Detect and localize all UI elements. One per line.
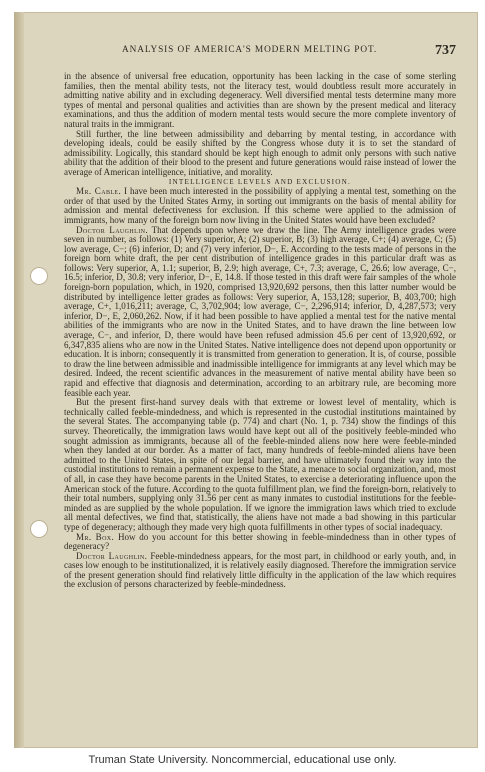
dialogue-text: Feeble-mindedness appears, for the most part, in childhood or early youth, and, in cases low enough to be institutionalized, it is relatively easily diagnosed. Therefore the immigration service of the present generation should find relatively little difficulty in the application of the law which requires the exclusion of persons characterized by feeble-mindedness. xyxy=(64,550,456,590)
punch-hole xyxy=(30,520,48,538)
dialogue-text: I have been much interested in the possibility of applying a mental test, something on the order of that used by the United States Army, in sorting out immigrants on the basis of mental ability for admission and mental defectiveness for exclusion. If this scheme were applied to the admission of immigrants, how many of the foreign born now living in the United States would have been excluded? xyxy=(64,186,456,225)
section-heading: INTELLIGENCE LEVELS AND EXCLUSION. xyxy=(168,177,352,186)
dialogue-text: That depends upon where we draw the line. The Army intelligence grades were seven in number, as follows: (1) Very superior, A; (2) superior, B; (3) high average, C+; (4) average, C; (5) low average, C−; (6) inferior, D; and (7) very inferior, D−, E. According to the tests made of persons in the foreign born white draft, the per cent distribution of intelligence grades in this particular draft was as follows: Very superior, A, 1.1; superior, B, 2.9; high average, C+, 7.3; average, C, 26.6; low average, C−, 16.5; inferior, D, 30.8; very inferior, D−, E, 14.8. If those tested in this draft were fair samples of the whole foreign-born population, which, in 1920, comprised 13,920,692 persons, then this latter number would be distributed by intelligence letter grades as follows: Very superior, A, 153,128; superior, B, 403,700; high average, C+, 1,016,211; average, C, 3,702,904; low average, C−, 2,296,914; inferior, D, 4,287,573; very inferior, D−, E, 2,060,262. Now, if it had been possible to have applied a mental test for the native mental abilities of the immigrants who are now in the United States, and to have drawn the line between low average, C−, and inferior, D, there would have been refused admission 45.6 per cent of 13,920,692, or 6,347,835 aliens who are now in the United States. Native intelligence does not depend upon opportunity or education. It is inborn; consequently it is transmitted from generation to generation. It is, of course, possible to draw the line between admissible and inadmissible intelligence for immigrants at any level which may be desired. Indeed, the recent scientific advances in the measurement of native mental ability have been so rapid and effective that diagnosis and determination, according to an arbitrary rule, are becoming more feasible each year. xyxy=(64,224,456,398)
paragraph: in the absence of universal free education, opportunity has been lacking in the case of some sterling families, then the mental ability tests, not the literacy test, would doubtless result more accurately in admitting native ability and in excluding degeneracy. Well diversified mental tests determine many more types of mental and personal qualities and activities than are shown by the present medical and literacy examinations, and thus the addition of modern mental tests would secure the more complete inventory of natural traits in the immigrant. xyxy=(64,71,456,129)
page-binding-edge xyxy=(14,12,24,748)
dialogue-paragraph xyxy=(64,533,456,552)
paragraph: Still further, the line between admissibility and debarring by mental testing, in accordance with developing ideals, could be easily shifted by the Congress whose duty it is to set the standard of admissibility. Logically, this standard should be kept high enough to admit only persons with such native ability that the addition of their blood to the present and future generations would raise instead of lower the average of American intelligence, initiative, and morality. xyxy=(64,128,456,177)
punch-hole xyxy=(30,267,48,285)
speaker-name: Mr. Cable. xyxy=(76,186,122,197)
running-title: ANALYSIS OF AMERICA'S MODERN MELTING POT. xyxy=(122,45,378,55)
document-page xyxy=(14,12,478,748)
speaker-name: Doctor Laughlin. xyxy=(76,550,148,561)
page-body xyxy=(64,72,456,590)
dialogue-paragraph xyxy=(64,398,456,532)
speaker-name: Doctor Laughlin. xyxy=(76,224,148,235)
dialogue-text: How do you account for this better showing in feeble-mindedness than in other types of degeneracy? xyxy=(64,531,457,552)
dialogue-text: But the present first-hand survey deals with that extreme or lowest level of mentality, which is technically called feeble-mindedness, and which is represented in the custodial institutions maintained by the several States. The accompanying table (p. 774) and chart (No. 1, p. 734) show the findings of this survey. Theoretically, the immigration laws would have kept out all of the positively feeble-minded who sought admission as immigrants, because all of the feeble-minded aliens now here were feeble-minded when they landed at our border. As a matter of fact, many hundreds of feeble-minded aliens have been admitted to the United States, in spite of our legal barrier, and have ultimately found their way into the custodial institutions to remain a permanent expense to the State, a menace to social organization, and, most of all, in case they have become parents in the United States, to exercise a deteriorating influence upon the American stock of the future. According to the quota fulfillment plan, we find the foreign-born, relatively to their total numbers, supplying only 31.56 per cent as many inmates to custodial institutions for the feeble-minded as are supplied by the whole population. If we ignore the immigration laws which tried to exclude all mental defectives, we find that, statistically, the aliens have not made a bad showing in this particular type of degeneracy; although they made very high quota fulfillments in other types of social inadequacy. xyxy=(64,397,456,532)
page-number: 737 xyxy=(435,43,456,58)
speaker-name: Mr. Box. xyxy=(76,531,115,542)
dialogue-paragraph xyxy=(64,552,456,590)
dialogue-paragraph xyxy=(64,226,456,399)
archive-footer: Truman State University. Noncommercial, educational use only. xyxy=(88,754,397,766)
dialogue-paragraph xyxy=(64,187,456,225)
